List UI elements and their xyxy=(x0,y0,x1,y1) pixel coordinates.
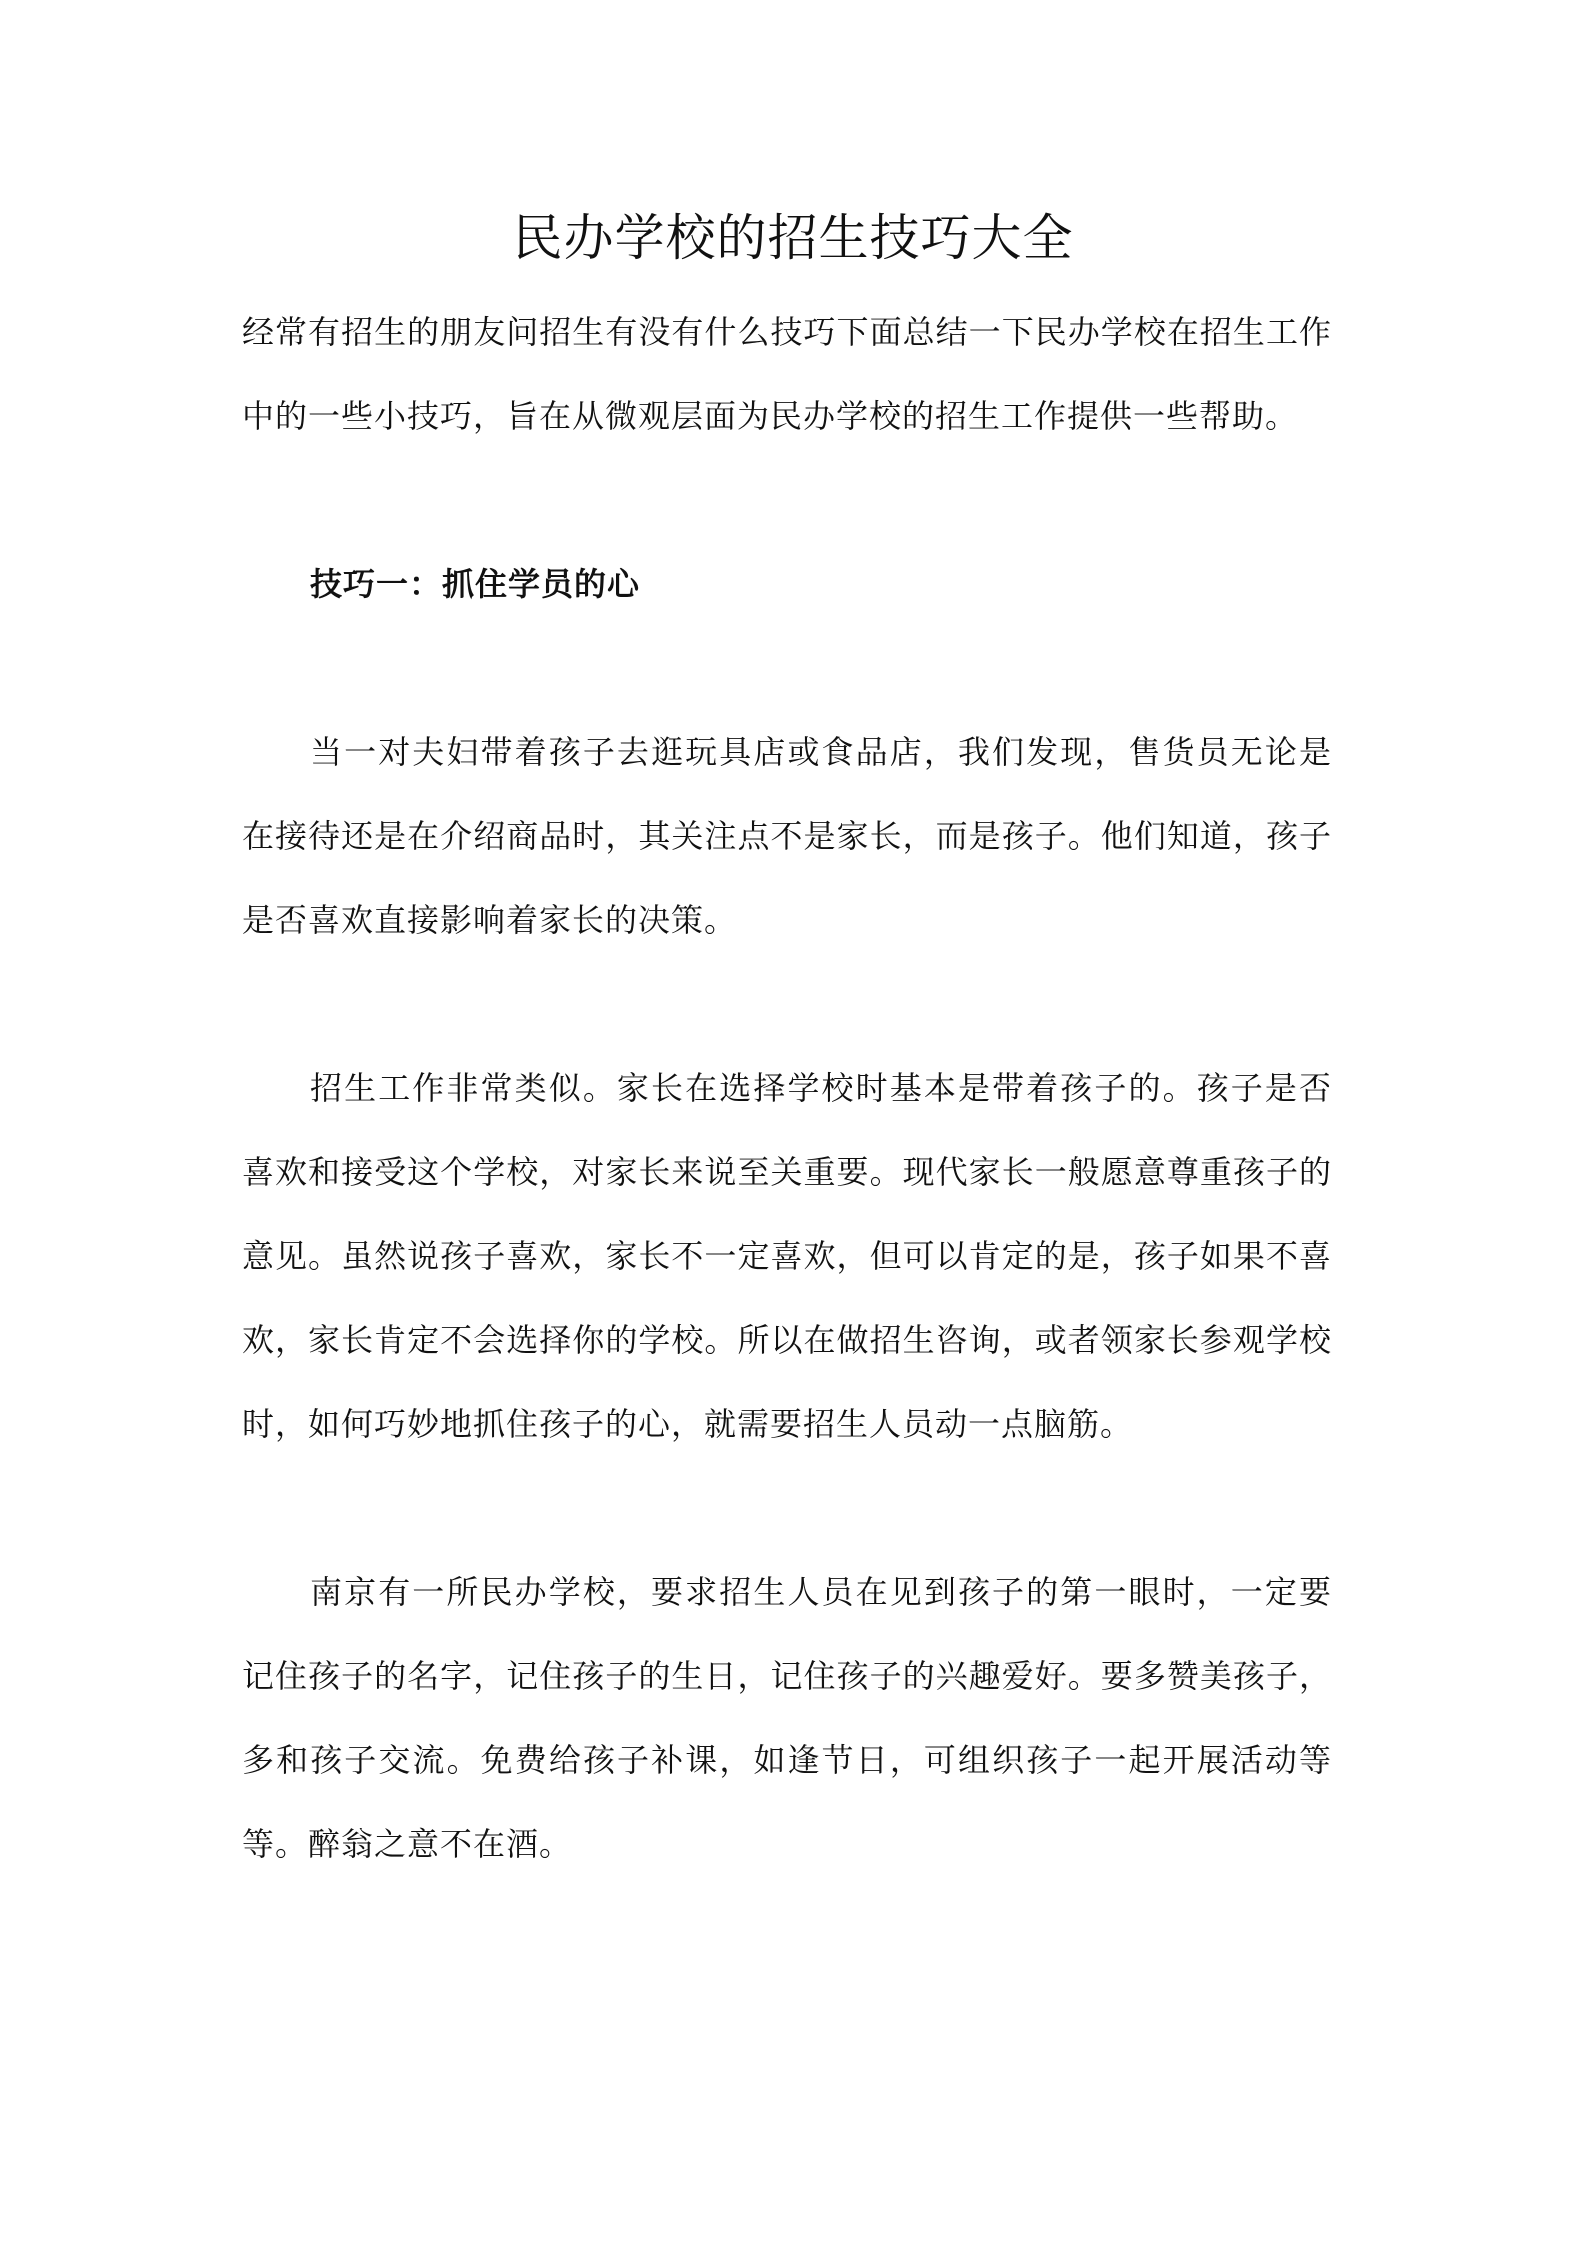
spacer xyxy=(242,962,1332,1046)
spacer xyxy=(242,626,1332,710)
section-heading: 技巧一：抓住学员的心 xyxy=(310,565,641,603)
body-paragraph-2: 招生工作非常类似。家长在选择学校时基本是带着孩子的。孩子是否喜欢和接受这个学校，对家长来说至关重要。现代家长一般愿意尊重孩子的意见。虽然说孩子喜欢，家长不一定喜欢，但可以肯定的是，孩子如果不喜欢，家长肯定不会选择你的学校。所以在做招生咨询，或者领家长参观学校时，如何巧妙地抓住孩子的心，就需要招生人员动一点脑筋。 xyxy=(242,1069,1332,1443)
spacer xyxy=(242,1466,1332,1550)
intro-paragraph: 经常有招生的朋友问招生有没有什么技巧下面总结一下民办学校在招生工作中的一些小技巧，旨在从微观层面为民办学校的招生工作提供一些帮助。 xyxy=(242,313,1332,435)
spacer xyxy=(242,458,1332,542)
body-paragraph-3: 南京有一所民办学校，要求招生人员在见到孩子的第一眼时，一定要记住孩子的名字，记住孩子的生日，记住孩子的兴趣爱好。要多赞美孩子，多和孩子交流。免费给孩子补课，如逢节日，可组织孩子一起开展活动等等。醉翁之意不在酒。 xyxy=(242,1573,1332,1863)
document-body xyxy=(242,290,1332,1886)
body-paragraph-1: 当一对夫妇带着孩子去逛玩具店或食品店，我们发现，售货员无论是在接待还是在介绍商品时，其关注点不是家长，而是孩子。他们知道，孩子是否喜欢直接影响着家长的决策。 xyxy=(242,733,1332,939)
document-title: 民办学校的招生技巧大全 xyxy=(512,209,1074,267)
